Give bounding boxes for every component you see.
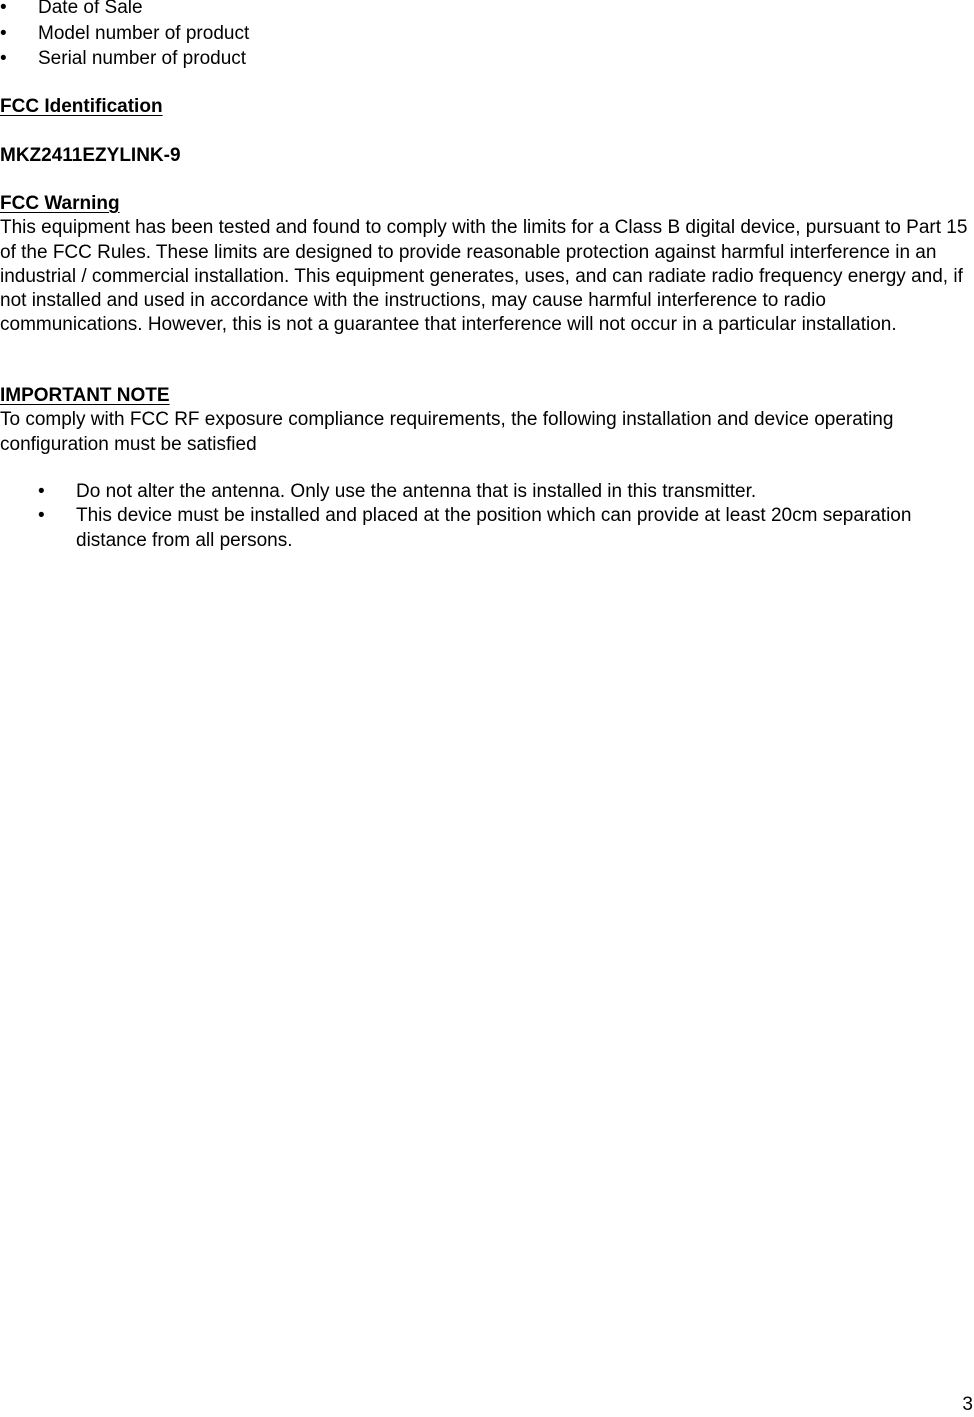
list-item-text: Model number of product bbox=[38, 22, 250, 44]
important-note-section bbox=[0, 384, 970, 457]
bullet-icon: • bbox=[38, 505, 45, 527]
list-item-text: Date of Sale bbox=[38, 0, 143, 18]
bullet-icon: • bbox=[0, 48, 7, 70]
list-item bbox=[0, 0, 970, 22]
list-item-text: Serial number of product bbox=[38, 48, 247, 70]
fcc-identification-heading-block bbox=[0, 95, 970, 119]
page-number: 3 bbox=[962, 1394, 973, 1415]
fcc-warning-section bbox=[0, 192, 970, 338]
fcc-warning-heading: FCC Warning bbox=[0, 193, 120, 214]
list-item-text: This device must be installed and placed at the position which can provide at least 20cm separation distance from all persons. bbox=[76, 505, 912, 551]
fcc-warning-body: This equipment has been tested and found to comply with the limits for a Class B digital device, pursuant to Part 15 of the FCC Rules. These limits are designed to provide reasonable protection against harmful interference in an industrial / commercial installation. This equipment generates, uses, and can radiate radio frequency energy and, if not installed and used in accordance with the instructions, may cause harmful interference to radio communications. However, this is not a guarantee that interference will not occur in a particular installation. bbox=[0, 217, 968, 336]
list-item bbox=[0, 47, 970, 73]
bullet-icon: • bbox=[0, 0, 7, 18]
list-item bbox=[0, 22, 970, 48]
bullet-icon: • bbox=[0, 22, 7, 44]
important-note-bullet-list bbox=[0, 480, 970, 553]
fcc-id-value: MKZ2411EZYLINK-9 bbox=[0, 145, 181, 166]
fcc-id-block bbox=[0, 144, 970, 168]
important-note-body: To comply with FCC RF exposure compliance requirements, the following installation and device operating configuration must be satisfied bbox=[0, 409, 894, 455]
list-item-text: Do not alter the antenna. Only use the antenna that is installed in this transmitter. bbox=[76, 481, 757, 502]
list-item bbox=[0, 504, 970, 553]
important-note-heading: IMPORTANT NOTE bbox=[0, 385, 170, 406]
info-bullet-list bbox=[0, 0, 970, 73]
bullet-icon: • bbox=[38, 481, 45, 502]
list-item bbox=[0, 480, 970, 504]
fcc-identification-heading: FCC Identification bbox=[0, 96, 163, 117]
